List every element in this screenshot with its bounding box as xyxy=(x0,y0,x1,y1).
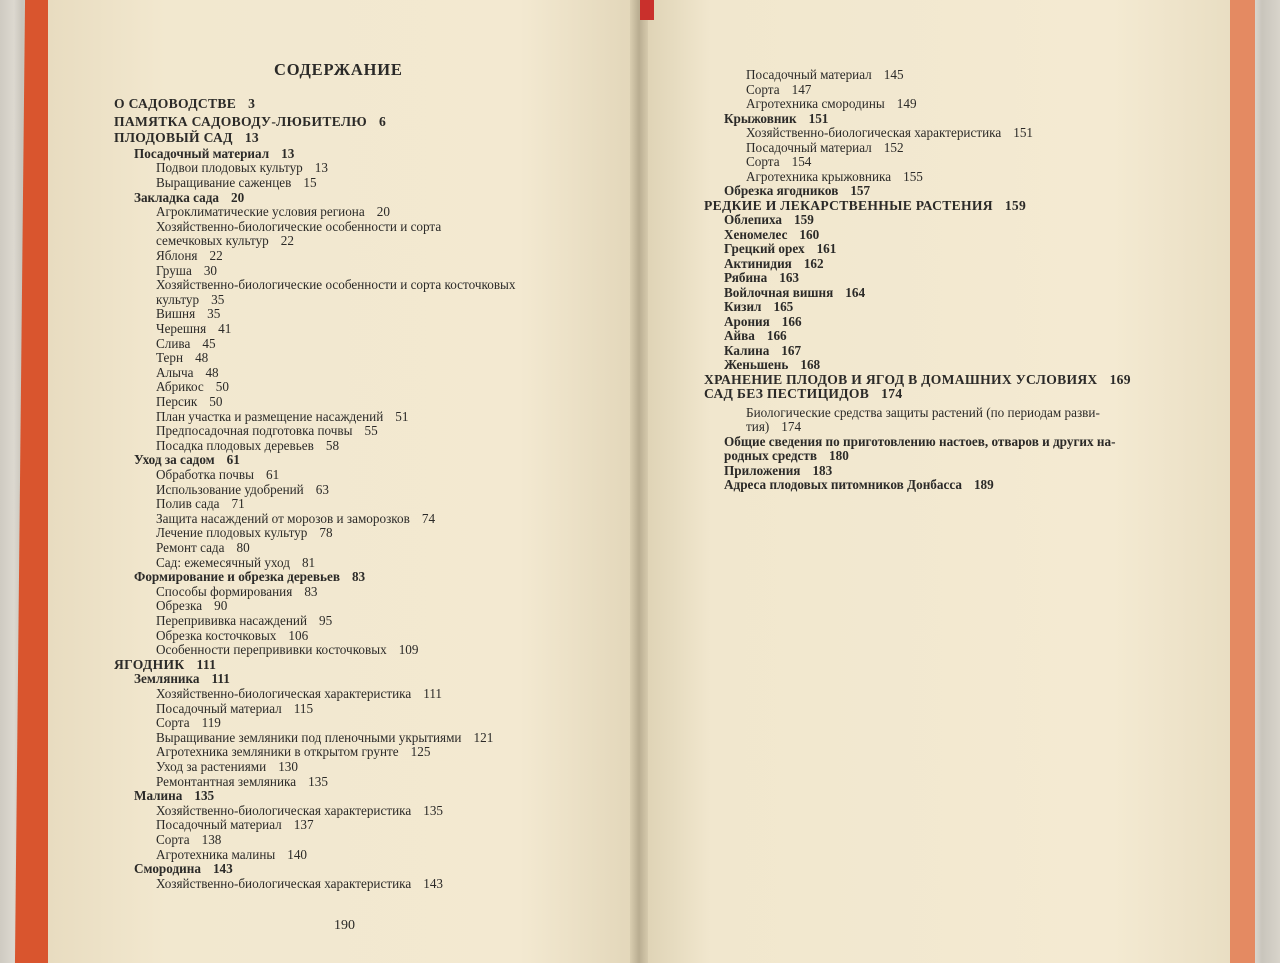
toc-entry-page: 169 xyxy=(1109,371,1131,387)
toc-entry-title: План участка и размещение насаждений xyxy=(156,408,384,424)
toc-entry-title: Сорта xyxy=(156,715,190,731)
toc-entry-page: 22 xyxy=(280,233,294,249)
toc-entry xyxy=(156,365,219,380)
toc-entry xyxy=(724,111,828,126)
toc-entry-page: 154 xyxy=(791,154,812,169)
toc-entry xyxy=(156,803,443,818)
toc-entry xyxy=(156,876,443,891)
toc-entry-page: 83 xyxy=(304,583,318,599)
toc-entry-page: 155 xyxy=(903,168,923,184)
toc-entry-page: 35 xyxy=(207,306,221,322)
toc-entry xyxy=(156,292,224,307)
toc-entry-page: 135 xyxy=(423,802,443,818)
toc-entry xyxy=(156,160,328,175)
toc-entry-page: 149 xyxy=(896,96,917,111)
toc-entry xyxy=(134,671,230,686)
toc-entry-page: 159 xyxy=(1004,197,1027,213)
toc-entry-page: 6 xyxy=(378,113,387,129)
toc-entry xyxy=(114,96,255,111)
toc-entry-title: Общие сведения по приготовлению настоев, отваров и других на- xyxy=(724,433,1116,449)
toc-entry-page: 48 xyxy=(195,350,209,366)
toc-entry-page: 143 xyxy=(212,861,233,877)
toc-entry-page: 161 xyxy=(816,241,837,256)
toc-entry-title: Использование удобрений xyxy=(156,481,304,497)
toc-entry-page: 50 xyxy=(209,394,223,409)
toc-entry xyxy=(114,130,259,145)
toc-entry xyxy=(746,82,811,97)
toc-entry xyxy=(724,448,849,463)
toc-entry-title: Грецкий орех xyxy=(724,241,805,256)
toc-entry-title: Агротехника земляники в открытом грунте xyxy=(156,744,399,760)
toc-entry xyxy=(156,306,220,321)
toc-entry-title: Малина xyxy=(134,788,183,804)
toc-entry xyxy=(156,233,294,248)
toc-entry-title: Лечение плодовых культур xyxy=(156,525,308,541)
toc-entry xyxy=(156,730,493,745)
toc-entry-title: Адреса плодовых питомников Донбасса xyxy=(724,477,962,492)
toc-entry-page: 166 xyxy=(766,328,787,343)
toc-entry-page: 55 xyxy=(364,423,378,439)
toc-entry xyxy=(156,686,442,701)
toc-entry xyxy=(134,146,294,161)
toc-entry-title: Агроклиматические условия региона xyxy=(156,204,365,220)
toc-entry-title: Обработка почвы xyxy=(156,467,254,482)
toc-entry-page: 13 xyxy=(244,130,260,146)
toc-entry-title: Уход за растениями xyxy=(156,759,267,774)
toc-entry-title: Вишня xyxy=(156,306,196,322)
toc-entry-page: 115 xyxy=(293,700,314,716)
toc-entry-page: 162 xyxy=(803,255,824,271)
toc-entry-page: 189 xyxy=(973,477,994,492)
toc-entry-title: родных средств xyxy=(724,448,817,463)
toc-entry xyxy=(156,379,229,394)
toc-entry xyxy=(156,409,408,424)
toc-entry-title: Хеномелес xyxy=(724,226,788,242)
toc-entry xyxy=(704,386,902,401)
toc-entry-page: 50 xyxy=(215,379,229,395)
toc-entry xyxy=(724,463,832,478)
toc-title: СОДЕРЖАНИЕ xyxy=(274,60,403,79)
toc-entry-page: 157 xyxy=(850,183,871,198)
toc-entry-title: Сорта xyxy=(746,154,780,169)
toc-entry xyxy=(156,774,328,789)
toc-entry-page: 78 xyxy=(319,525,333,541)
toc-entry-page: 111 xyxy=(211,671,230,687)
toc-entry-page: 111 xyxy=(423,686,443,701)
toc-entry-title: Слива xyxy=(156,335,191,351)
toc-entry xyxy=(156,744,430,759)
toc-entry-title: Ремонтантная земляника xyxy=(156,773,297,789)
toc-entry-page: 95 xyxy=(319,613,333,628)
toc-entry xyxy=(746,169,923,184)
toc-entry-page: 151 xyxy=(808,110,829,126)
toc-entry-title: Крыжовник xyxy=(724,110,797,126)
toc-entry xyxy=(704,372,1131,387)
toc-entry-title: Черешня xyxy=(156,321,207,336)
toc-entry-page: 90 xyxy=(214,598,228,614)
toc-entry-title: Рябина xyxy=(724,270,768,285)
toc-entry xyxy=(746,419,801,434)
toc-entry-page: 13 xyxy=(281,145,295,161)
toc-entry-title: Алыча xyxy=(156,364,194,380)
toc-entry xyxy=(746,125,1033,140)
toc-entry-title: Ремонт сада xyxy=(156,540,225,555)
toc-entry-page: 15 xyxy=(303,175,317,190)
toc-entry xyxy=(156,847,307,862)
toc-entry-title: тия) xyxy=(746,419,770,434)
toc-entry xyxy=(704,198,1026,213)
toc-entry xyxy=(156,555,315,570)
toc-entry xyxy=(156,248,223,263)
toc-entry-title: Агротехника крыжовника xyxy=(746,168,892,184)
toc-entry-title: Посадка плодовых деревьев xyxy=(156,437,314,453)
toc-entry-page: 152 xyxy=(883,139,904,155)
toc-entry xyxy=(156,350,208,365)
toc-entry xyxy=(746,67,904,82)
toc-entry-title: Перепрививка насаждений xyxy=(156,613,308,628)
bookmark-ribbon xyxy=(640,0,654,20)
toc-entry xyxy=(724,314,802,329)
toc-entry-title: Земляника xyxy=(134,671,200,687)
toc-entry-page: 13 xyxy=(314,160,328,176)
toc-entry-page: 135 xyxy=(194,788,215,804)
toc-entry-title: Способы формирования xyxy=(156,583,293,599)
toc-entry-page: 147 xyxy=(791,81,812,97)
toc-entry-title: Айва xyxy=(724,328,755,343)
toc-entry-title: Посадочный материал xyxy=(746,139,872,155)
toc-entry xyxy=(746,154,811,169)
toc-entry-page: 35 xyxy=(211,291,225,307)
toc-entry-title: Биологические средства защиты растений (по периодам разви- xyxy=(746,404,1100,420)
toc-entry-title: Персик xyxy=(156,394,198,409)
toc-entry-title: Кизил xyxy=(724,299,762,314)
toc-entry-page: 81 xyxy=(301,554,316,570)
toc-entry-page: 145 xyxy=(883,67,904,82)
toc-entry-title: Войлочная вишня xyxy=(724,284,834,300)
toc-entry xyxy=(156,336,216,351)
toc-entry-page: 111 xyxy=(196,656,217,672)
toc-entry-page: 109 xyxy=(398,642,419,658)
toc-entry xyxy=(156,219,441,234)
toc-entry-title: Подвои плодовых культур xyxy=(156,160,303,176)
toc-entry-title: Смородина xyxy=(134,861,201,877)
book-spine-gutter xyxy=(630,0,648,963)
toc-entry-page: 140 xyxy=(287,846,308,862)
toc-entry-page: 180 xyxy=(829,448,849,463)
toc-entry-page: 159 xyxy=(794,212,814,227)
toc-entry-page: 106 xyxy=(288,627,309,643)
toc-entry-title: Сорта xyxy=(156,832,190,847)
toc-entry-title: Хозяйственно-биологические особенности и сорта xyxy=(156,218,442,234)
toc-entry-page: 143 xyxy=(423,875,443,891)
toc-entry xyxy=(134,452,240,467)
toc-entry-page: 121 xyxy=(473,729,494,745)
toc-entry xyxy=(724,299,793,314)
toc-entry xyxy=(724,256,824,271)
toc-entry xyxy=(724,328,787,343)
toc-entry-title: Хозяйственно-биологические особенности и сорта косточковых xyxy=(156,277,516,293)
toc-entry-title: ХРАНЕНИЕ ПЛОДОВ И ЯГОД В ДОМАШНИХ УСЛОВИЯХ xyxy=(704,371,1098,387)
toc-entry xyxy=(156,496,245,511)
toc-entry xyxy=(156,613,332,628)
toc-entry-title: Обрезка косточковых xyxy=(156,627,277,643)
toc-entry xyxy=(724,357,820,372)
toc-entry-page: 160 xyxy=(799,226,820,242)
toc-entry-title: Приложения xyxy=(724,462,801,478)
toc-entry-title: Посадочный материал xyxy=(134,145,270,161)
toc-entry-page: 58 xyxy=(325,437,340,453)
toc-entry-page: 165 xyxy=(773,299,794,314)
toc-entry-page: 51 xyxy=(395,408,409,424)
toc-entry-page: 3 xyxy=(248,96,256,111)
toc-entry-title: Обрезка ягодников xyxy=(724,183,839,198)
toc-entry-page: 80 xyxy=(236,540,250,555)
toc-entry-page: 22 xyxy=(209,248,223,263)
toc-entry-page: 74 xyxy=(421,510,436,526)
toc-entry-title: Облепиха xyxy=(724,212,782,227)
toc-entry-title: Арония xyxy=(724,313,770,329)
toc-entry xyxy=(724,241,836,256)
toc-entry-title: РЕДКИЕ И ЛЕКАРСТВЕННЫЕ РАСТЕНИЯ xyxy=(704,197,993,213)
toc-entry-page: 164 xyxy=(845,284,866,300)
toc-entry-title: ПАМЯТКА САДОВОДУ-ЛЮБИТЕЛЮ xyxy=(114,113,367,129)
toc-entry xyxy=(134,861,233,876)
toc-entry-title: САД БЕЗ ПЕСТИЦИДОВ xyxy=(704,386,870,401)
toc-entry-title: Калина xyxy=(724,342,770,358)
toc-entry-page: 166 xyxy=(781,313,802,329)
toc-entry xyxy=(156,540,250,555)
toc-entry xyxy=(156,511,435,526)
toc-entry xyxy=(156,482,329,497)
toc-entry xyxy=(114,657,216,672)
toc-entry-title: Посадочный материал xyxy=(156,700,282,716)
toc-entry-title: Формирование и обрезка деревьев xyxy=(134,569,340,585)
toc-entry-page: 41 xyxy=(218,321,232,336)
toc-entry-page: 130 xyxy=(278,759,298,774)
toc-entry-title: Закладка сада xyxy=(134,189,219,205)
toc-entry-page: 20 xyxy=(376,204,390,220)
toc-entry-title: Посадочный материал xyxy=(156,817,282,833)
toc-entry-page: 174 xyxy=(881,386,903,401)
toc-entry-title: Яблоня xyxy=(156,248,198,263)
toc-entry-page: 20 xyxy=(230,189,245,205)
toc-entry-title: семечковых культур xyxy=(156,233,269,249)
toc-entry-title: Обрезка xyxy=(156,598,203,614)
page-number: 190 xyxy=(334,918,355,933)
toc-entry-title: Защита насаждений от морозов и заморозков xyxy=(156,510,410,526)
toc-entry xyxy=(746,140,904,155)
toc-entry-title: Агротехника малины xyxy=(156,846,276,862)
toc-entry xyxy=(156,759,298,774)
toc-entry-title: Абрикос xyxy=(156,379,204,395)
toc-entry-title: ПЛОДОВЫЙ САД xyxy=(114,130,233,146)
toc-entry xyxy=(156,584,318,599)
toc-entry xyxy=(156,817,314,832)
toc-entry-page: 61 xyxy=(265,467,280,482)
toc-entry-page: 125 xyxy=(410,744,431,760)
toc-entry-page: 119 xyxy=(201,715,221,731)
toc-entry-page: 135 xyxy=(308,773,328,789)
toc-entry-title: культур xyxy=(156,291,200,307)
toc-entry-page: 174 xyxy=(781,419,802,434)
toc-entry-title: Выращивание саженцев xyxy=(156,175,292,190)
toc-entry-page: 61 xyxy=(226,452,240,468)
toc-entry-page: 151 xyxy=(1013,125,1033,140)
toc-entry-title: Хозяйственно-биологическая характеристика xyxy=(156,802,412,818)
toc-entry-title: Груша xyxy=(156,262,192,278)
toc-entry xyxy=(156,715,221,730)
toc-entry-title: Полив сада xyxy=(156,496,220,512)
toc-entry-title: Предпосадочная подготовка почвы xyxy=(156,423,353,439)
toc-entry xyxy=(156,628,308,643)
toc-entry-title: Актинидия xyxy=(724,255,792,271)
toc-entry xyxy=(156,701,313,716)
toc-entry-title: Особенности перепрививки косточковых xyxy=(156,642,387,658)
toc-entry-title: Агротехника смородины xyxy=(746,96,885,111)
toc-entry-title: Посадочный материал xyxy=(746,67,872,82)
toc-entry-page: 83 xyxy=(351,569,366,585)
toc-entry xyxy=(134,569,365,584)
toc-entry xyxy=(156,598,227,613)
toc-entry xyxy=(134,190,244,205)
toc-entry xyxy=(156,438,339,453)
toc-entry xyxy=(724,285,865,300)
toc-entry xyxy=(724,227,819,242)
toc-entry xyxy=(724,270,799,285)
toc-entry-page: 63 xyxy=(315,481,329,497)
toc-entry-title: О САДОВОДСТВЕ xyxy=(114,96,237,111)
toc-entry-title: Сад: ежемесячный уход xyxy=(156,554,290,570)
toc-entry xyxy=(156,175,317,190)
toc-entry-page: 138 xyxy=(201,832,222,847)
toc-entry xyxy=(156,642,418,657)
toc-entry-title: ЯГОДНИК xyxy=(114,656,185,672)
toc-entry-page: 163 xyxy=(779,270,800,285)
toc-entry xyxy=(156,832,221,847)
toc-entry-page: 168 xyxy=(800,357,821,372)
toc-entry xyxy=(156,525,333,540)
toc-entry-page: 45 xyxy=(202,335,216,351)
toc-entry xyxy=(724,212,814,227)
toc-entry-title: Хозяйственно-биологическая характеристика xyxy=(156,875,412,891)
toc-entry-title: Сорта xyxy=(746,81,780,97)
toc-entry-title: Хозяйственно-биологическая характеристика xyxy=(156,686,412,701)
toc-entry xyxy=(114,114,386,129)
toc-entry-title: Уход за садом xyxy=(134,452,215,468)
toc-entry xyxy=(156,423,378,438)
toc-entry xyxy=(134,788,214,803)
toc-entry xyxy=(724,434,1116,449)
toc-entry-page: 137 xyxy=(293,817,314,833)
toc-entry-page: 30 xyxy=(203,262,218,278)
toc-entry xyxy=(156,321,231,336)
toc-entry xyxy=(746,405,1100,420)
toc-entry-page: 183 xyxy=(812,462,833,478)
toc-entry-page: 48 xyxy=(205,364,219,380)
toc-entry xyxy=(156,394,222,409)
toc-entry xyxy=(156,277,516,292)
toc-entry-page: 167 xyxy=(781,342,802,358)
toc-entry xyxy=(746,96,917,111)
toc-entry xyxy=(156,204,390,219)
toc-entry-title: Женьшень xyxy=(724,357,789,372)
toc-entry xyxy=(724,183,870,198)
toc-entry xyxy=(724,477,994,492)
toc-entry-title: Выращивание земляники под пленочными укрытиями xyxy=(156,729,462,745)
toc-entry-title: Терн xyxy=(156,350,184,366)
toc-entry-title: Хозяйственно-биологическая характеристика xyxy=(746,125,1002,140)
toc-entry-page: 71 xyxy=(231,496,245,512)
toc-entry xyxy=(724,343,801,358)
toc-entry xyxy=(156,467,279,482)
toc-entry xyxy=(156,263,217,278)
